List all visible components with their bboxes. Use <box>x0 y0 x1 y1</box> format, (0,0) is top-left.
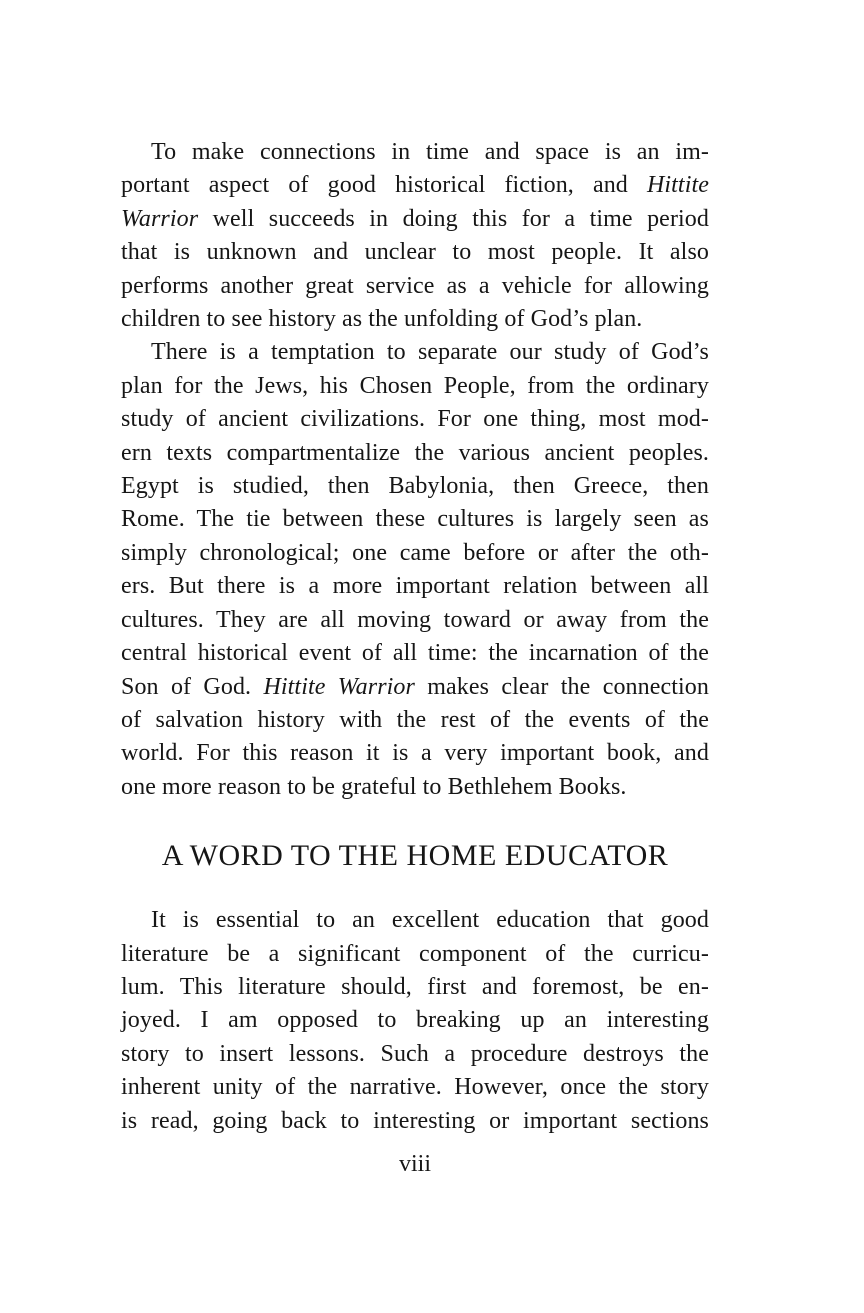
text-line <box>121 503 709 536</box>
text-segment: joyed. I am opposed to breaking up an interesting <box>121 1007 709 1034</box>
text-segment: of salvation history with the rest of the events of the <box>121 706 709 733</box>
text-line <box>121 370 709 403</box>
paragraph <box>121 136 709 336</box>
text-line <box>121 1038 709 1071</box>
text-segment: Son of God. <box>121 673 264 700</box>
text-segment: well succeeds in doing this for a time period <box>198 205 709 232</box>
text-line <box>121 704 709 737</box>
text-segment: story to insert lessons. Such a procedure destroys the <box>121 1040 709 1067</box>
text-line <box>121 671 709 704</box>
text-line <box>121 737 709 770</box>
text-segment: cultures. They are all moving toward or away from the <box>121 606 709 633</box>
text-segment: study of ancient civilizations. For one thing, most mod- <box>121 406 709 433</box>
text-segment: Egypt is studied, then Babylonia, then Greece, then <box>121 473 709 500</box>
text-segment: world. For this reason it is a very important book, and <box>121 740 709 767</box>
text-line <box>121 604 709 637</box>
paragraph <box>121 336 709 804</box>
text-line <box>121 236 709 269</box>
text-line <box>121 637 709 670</box>
text-segment: children to see history as the unfolding of God’s plan. <box>121 306 643 333</box>
text-segment: ern texts compartmentalize the various ancient peoples. <box>121 439 709 466</box>
text-line <box>121 403 709 436</box>
text-line <box>121 938 709 971</box>
text-segment: To make connections in time and space is an im- <box>151 139 709 165</box>
text-segment: lum. This literature should, first and foremost, be en- <box>121 973 709 1000</box>
text-segment: There is a temptation to separate our study of God’s <box>151 339 709 366</box>
text-segment: ers. But there is a more important relation between all <box>121 573 709 600</box>
text-segment: is read, going back to interesting or important sections <box>121 1107 709 1134</box>
book-title-italic: Hittite Warrior <box>263 673 415 700</box>
text-line <box>121 570 709 603</box>
text-segment: portant aspect of good historical fiction, and <box>121 172 647 199</box>
page-body <box>121 136 709 1138</box>
text-line <box>121 771 709 804</box>
book-title-italic: Warrior <box>121 205 199 232</box>
text-line <box>121 971 709 1004</box>
text-line <box>121 1004 709 1037</box>
paragraph <box>121 904 709 1138</box>
text-line <box>121 470 709 503</box>
text-segment: central historical event of all time: the incarnation of the <box>121 640 709 667</box>
text-line <box>121 1071 709 1104</box>
text-line <box>121 437 709 470</box>
book-title-italic: Hittite <box>646 172 709 199</box>
text-line <box>121 336 709 369</box>
text-segment: plan for the Jews, his Chosen People, from the ordinary <box>121 372 709 399</box>
text-segment: simply chronological; one came before or after the oth- <box>121 539 709 566</box>
text-segment: performs another great service as a vehicle for allowing <box>121 272 709 299</box>
text-segment: literature be a significant component of the curricu- <box>121 940 709 967</box>
text-line <box>121 169 709 202</box>
text-segment: inherent unity of the narrative. However, once the story <box>121 1074 709 1101</box>
text-segment: makes clear the connection <box>414 673 709 700</box>
text-line <box>121 303 709 336</box>
section-heading: A WORD TO THE HOME EDUCATOR <box>161 839 669 873</box>
text-segment: Rome. The tie between these cultures is largely seen as <box>121 506 709 533</box>
text-segment: one more reason to be grateful to Bethlehem Books. <box>121 773 627 800</box>
text-line <box>121 203 709 236</box>
text-line <box>121 904 709 937</box>
text-segment: that is unknown and unclear to most people. It also <box>121 239 709 266</box>
text-line <box>121 270 709 303</box>
text-segment: It is essential to an excellent education that good <box>151 907 709 934</box>
text-line <box>121 1105 709 1138</box>
text-line <box>121 136 709 169</box>
text-line <box>121 537 709 570</box>
page-number: viii <box>398 1151 431 1177</box>
